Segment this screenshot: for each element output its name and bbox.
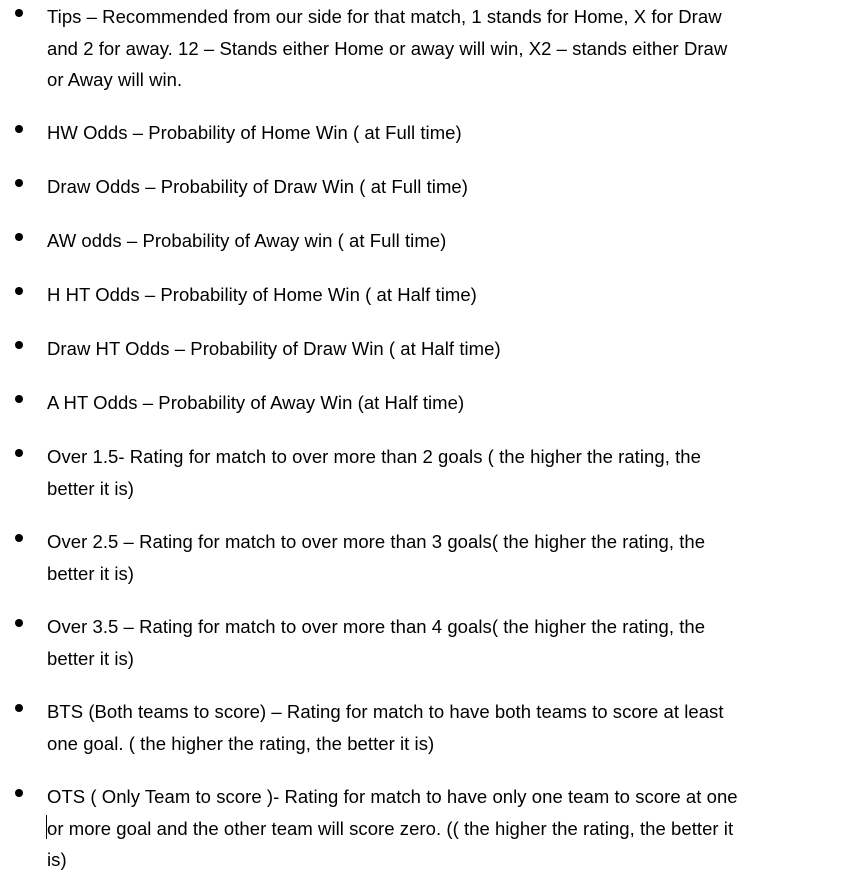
bullet-icon bbox=[15, 395, 23, 403]
list-item-text: AW odds – Probability of Away win ( at Full time) bbox=[47, 230, 447, 251]
bullet-icon bbox=[15, 341, 23, 349]
list-item-text: Tips – Recommended from our side for that match, 1 stands for Home, X for Draw and 2 for away. 12 – Stands either Home or away will win, X2 – stands either Draw or Away will win. bbox=[47, 6, 728, 90]
bullet-icon bbox=[15, 9, 23, 17]
bullet-icon bbox=[15, 449, 23, 457]
list-item-text: HW Odds – Probability of Home Win ( at Full time) bbox=[47, 122, 462, 143]
list-item-text: A HT Odds – Probability of Away Win (at Half time) bbox=[47, 392, 465, 413]
bullet-icon bbox=[15, 179, 23, 187]
bullet-icon bbox=[15, 534, 23, 542]
bullet-icon bbox=[15, 619, 23, 627]
list-item-text: Over 3.5 – Rating for match to over more than 4 goals( the higher the rating, the better it is) bbox=[47, 616, 706, 669]
list-item-text: BTS (Both teams to score) – Rating for match to have both teams to score at least one goal. ( the higher the rating, the better it is) bbox=[47, 701, 724, 754]
list-item-text: Draw Odds – Probability of Draw Win ( at Full time) bbox=[47, 176, 468, 197]
list-item-text: Over 2.5 – Rating for match to over more than 3 goals( the higher the rating, the better it is) bbox=[47, 531, 706, 584]
bullet-icon bbox=[15, 125, 23, 133]
bullet-icon bbox=[15, 233, 23, 241]
bullet-icon bbox=[15, 704, 23, 712]
list-item-text: Draw HT Odds – Probability of Draw Win ( at Half time) bbox=[47, 338, 501, 359]
list-item-text: H HT Odds – Probability of Home Win ( at Half time) bbox=[47, 284, 477, 305]
list-item-text: Over 1.5- Rating for match to over more than 2 goals ( the higher the rating, the better it is) bbox=[47, 446, 701, 499]
bullet-icon bbox=[15, 287, 23, 295]
list-item-text[interactable]: OTS ( Only Team to score )- Rating for match to have only one team to score at one or more goal and the other team will score zero. (( the higher the rating, the better it is) bbox=[47, 786, 738, 870]
text-cursor bbox=[46, 815, 47, 839]
bullet-icon bbox=[15, 789, 23, 797]
